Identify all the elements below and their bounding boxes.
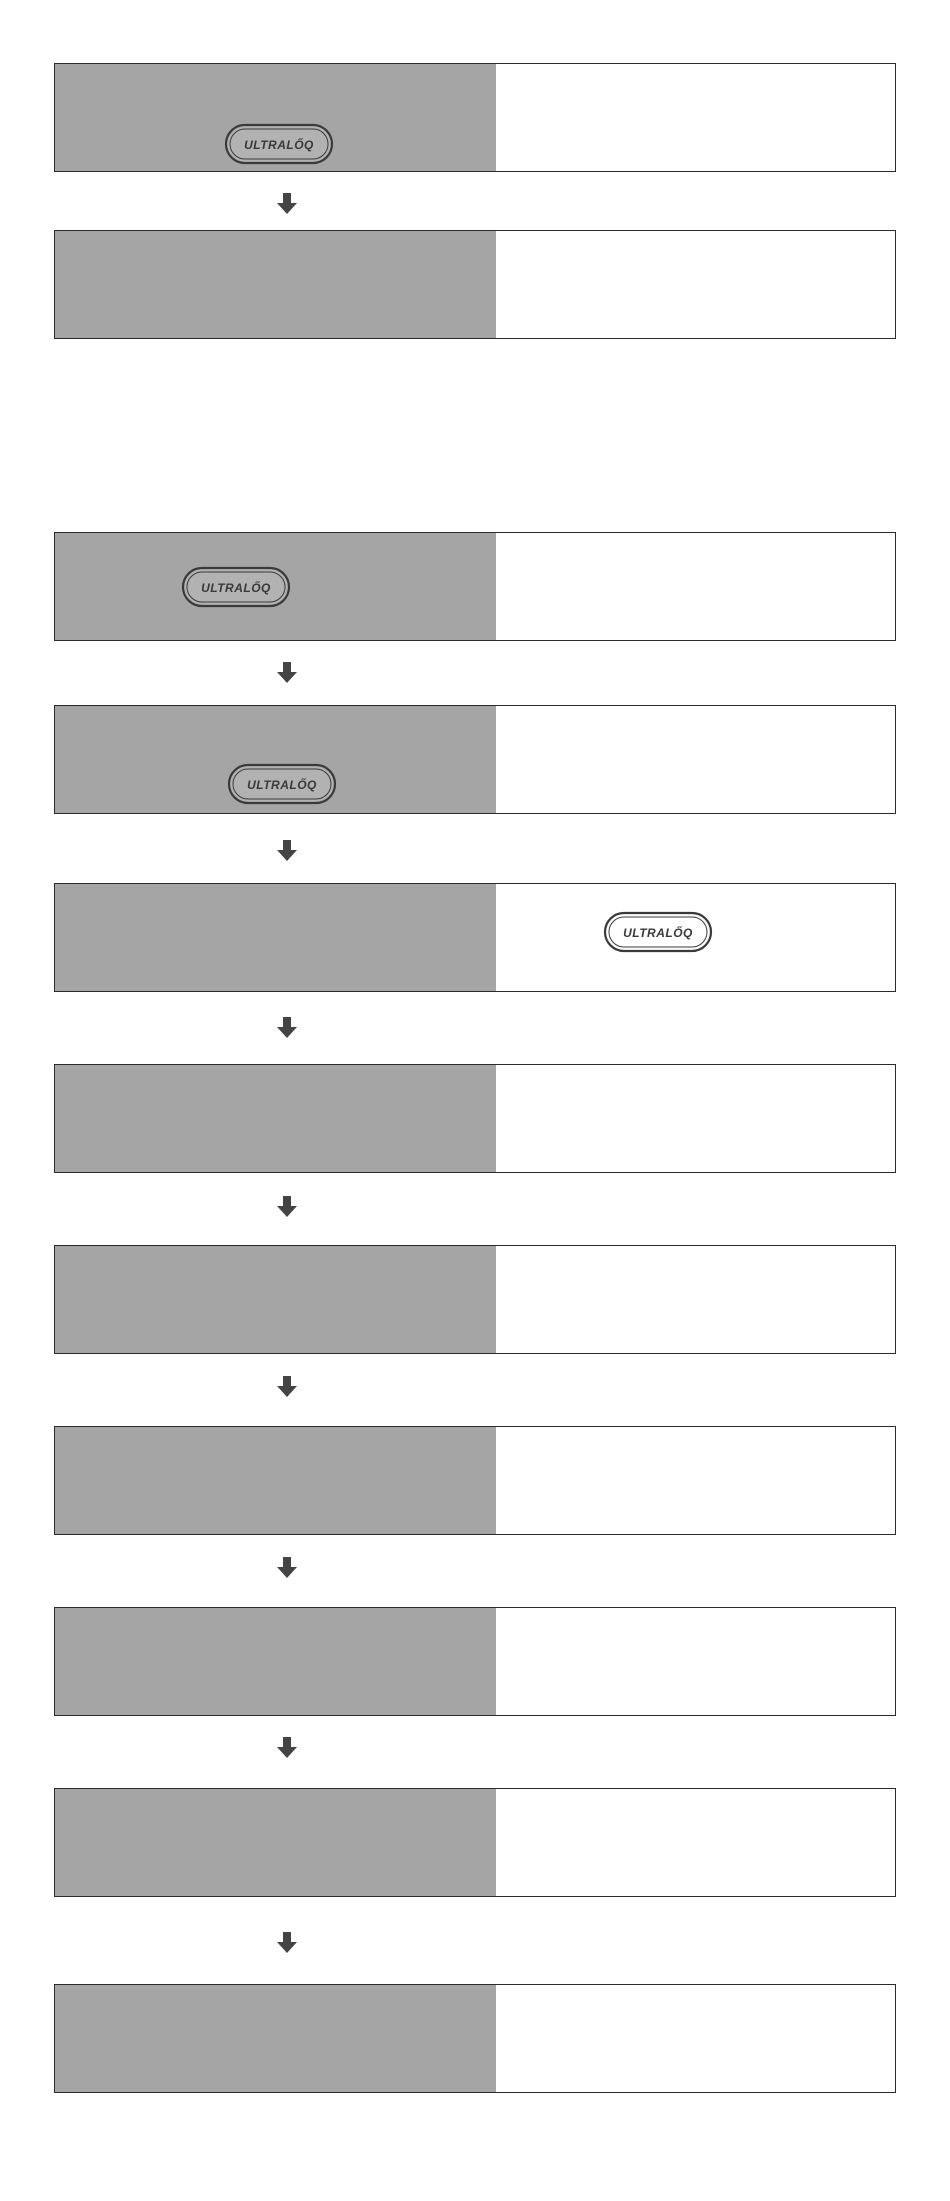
ultraloq-logo-icon: [180, 563, 292, 611]
down-arrow-icon: [276, 1017, 298, 1039]
step-panel-left: [55, 1608, 496, 1715]
step-panel-right: [496, 1246, 895, 1353]
step-panel-right: [496, 1608, 895, 1715]
down-arrow-icon: [276, 1557, 298, 1579]
flow-step-7: [54, 1245, 896, 1354]
flow-step-9: [54, 1607, 896, 1716]
down-arrow-icon: [276, 193, 298, 215]
ultraloq-logo-icon: [223, 120, 335, 168]
down-arrow-icon: [276, 1737, 298, 1759]
step-panel-right: [496, 1065, 895, 1172]
flow-step-1: [54, 63, 896, 172]
flow-step-6: [54, 1064, 896, 1173]
flow-step-3: [54, 532, 896, 641]
step-panel-left: [55, 884, 496, 991]
step-panel-left: [55, 1985, 496, 2092]
ultraloq-logo-icon: [602, 908, 714, 956]
step-panel-right: [496, 1789, 895, 1896]
svg-text:ULTRALŐQ: ULTRALŐQ: [623, 926, 693, 940]
step-panel-right: [496, 231, 895, 338]
down-arrow-icon: [276, 1932, 298, 1954]
step-panel-left: [55, 1065, 496, 1172]
flow-step-5: [54, 883, 896, 992]
svg-text:ULTRALŐQ: ULTRALŐQ: [247, 778, 317, 792]
step-panel-left: [55, 1789, 496, 1896]
step-panel-left: [55, 1427, 496, 1534]
flow-step-2: [54, 230, 896, 339]
flow-step-4: [54, 705, 896, 814]
ultraloq-logo-icon: [226, 760, 338, 808]
step-panel-right: [496, 64, 895, 171]
down-arrow-icon: [276, 1376, 298, 1398]
step-panel-right: [496, 1427, 895, 1534]
flow-step-8: [54, 1426, 896, 1535]
down-arrow-icon: [276, 662, 298, 684]
step-panel-left: [55, 1246, 496, 1353]
flow-step-11: [54, 1984, 896, 2093]
flow-step-10: [54, 1788, 896, 1897]
step-panel-right: [496, 706, 895, 813]
down-arrow-icon: [276, 1196, 298, 1218]
step-panel-right: [496, 533, 895, 640]
svg-text:ULTRALŐQ: ULTRALŐQ: [244, 138, 314, 152]
step-panel-right: [496, 1985, 895, 2092]
down-arrow-icon: [276, 840, 298, 862]
step-panel-left: [55, 231, 496, 338]
svg-text:ULTRALŐQ: ULTRALŐQ: [201, 581, 271, 595]
